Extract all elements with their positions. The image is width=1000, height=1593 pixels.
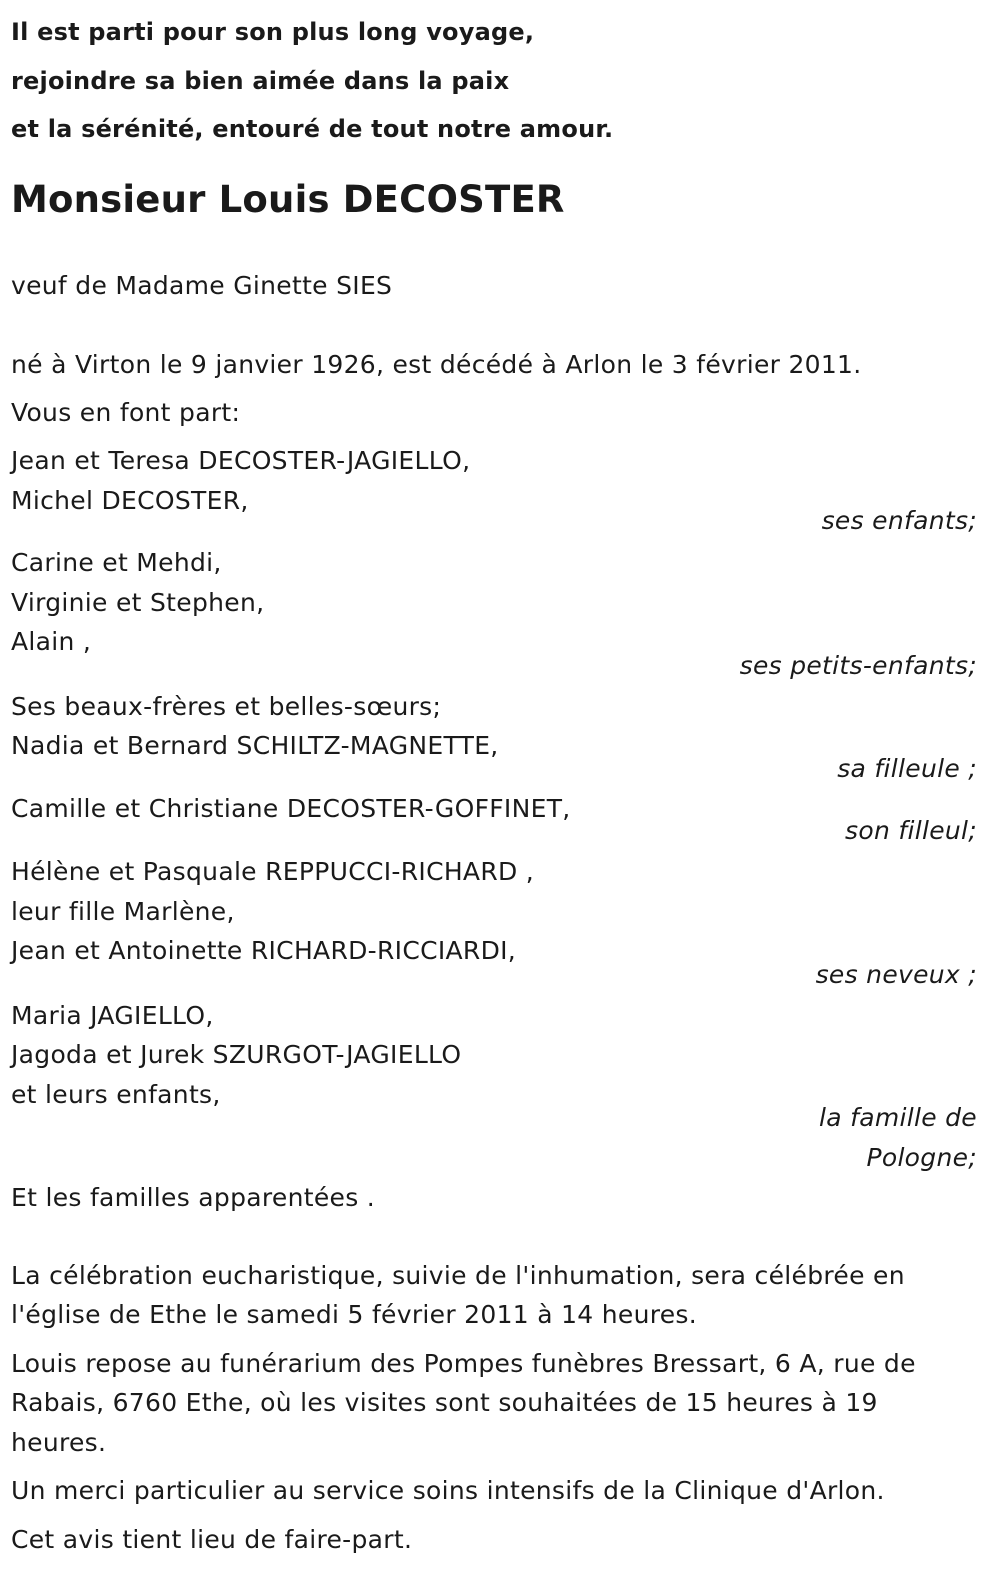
family-member: Carine et Mehdi, <box>11 548 222 577</box>
poem <box>11 0 977 154</box>
birth-death-dates: né à Virton le 9 janvier 1926, est décédé à Arlon le 3 février 2011. <box>11 350 862 379</box>
relation-label: sa filleule ; <box>837 753 977 783</box>
relation-label: ses petits-enfants; <box>739 650 977 680</box>
family-member: Jean et Antoinette RICHARD-RICCIARDI, <box>11 936 517 965</box>
family-member: Virginie et Stephen, <box>11 587 265 617</box>
ceremony-details: La célébration eucharistique, suivie de l'inhumation, sera célébrée en l'église de Ethe le samedi 5 février 2011 à 14 heures. <box>11 1260 905 1329</box>
family-member: Hélène et Pasquale REPPUCCI-RICHARD , <box>11 857 535 886</box>
family-member: et leurs enfants, <box>11 1079 221 1109</box>
family-member: Jean et Teresa DECOSTER-JAGIELLO, <box>11 446 471 475</box>
family-member: Maria JAGIELLO, <box>11 1000 214 1030</box>
relation-label: ses enfants; <box>821 506 977 535</box>
funeral-home-details: Louis repose au funérarium des Pompes funèbres Bressart, 6 A, rue de Rabais, 6760 Ethe, où les visites sont souhaitées de 15 heures à 19 heures. <box>11 1348 916 1457</box>
announce-intro: Vous en font part: <box>11 397 241 427</box>
relation-label: la famille de <box>818 1103 977 1132</box>
family-group-goddaughter <box>11 687 977 789</box>
widower-of: veuf de Madame Ginette SIES <box>11 270 393 300</box>
family-member: Ses beaux-frères et belles-sœurs; <box>11 691 442 721</box>
family-member: Nadia et Bernard SCHILTZ-MAGNETTE, <box>11 731 499 760</box>
relation-label: Pologne; <box>866 1143 977 1172</box>
relation-label: son filleul; <box>845 816 977 845</box>
poem-line: rejoindre sa bien aimée dans la paix <box>11 66 510 95</box>
family-member: Michel DECOSTER, <box>11 485 249 515</box>
obituary-notice <box>11 0 977 1559</box>
thanks-message: Un merci particulier au service soins intensifs de la Clinique d'Arlon. <box>11 1476 885 1505</box>
family-member: Jagoda et Jurek SZURGOT-JAGIELLO <box>11 1040 462 1069</box>
family-group-poland <box>11 996 977 1179</box>
notice-statement: Cet avis tient lieu de faire-part. <box>11 1524 413 1554</box>
relation-label: ses neveux ; <box>815 959 977 989</box>
related-families: Et les familles apparentées . <box>11 1183 376 1212</box>
family-group-godson <box>11 789 977 852</box>
family-group-grandchildren <box>11 543 977 686</box>
poem-line: et la sérénité, entouré de tout notre amour. <box>11 115 614 143</box>
poem-line: Il est parti pour son plus long voyage, <box>11 18 535 46</box>
family-member: leur fille Marlène, <box>11 896 235 926</box>
family-member: Camille et Christiane DECOSTER-GOFFINET, <box>11 793 571 823</box>
family-member: Alain , <box>11 627 92 656</box>
family-group-children <box>11 441 977 541</box>
family-group-nephews <box>11 852 977 995</box>
deceased-name: Monsieur Louis DECOSTER <box>11 177 565 221</box>
